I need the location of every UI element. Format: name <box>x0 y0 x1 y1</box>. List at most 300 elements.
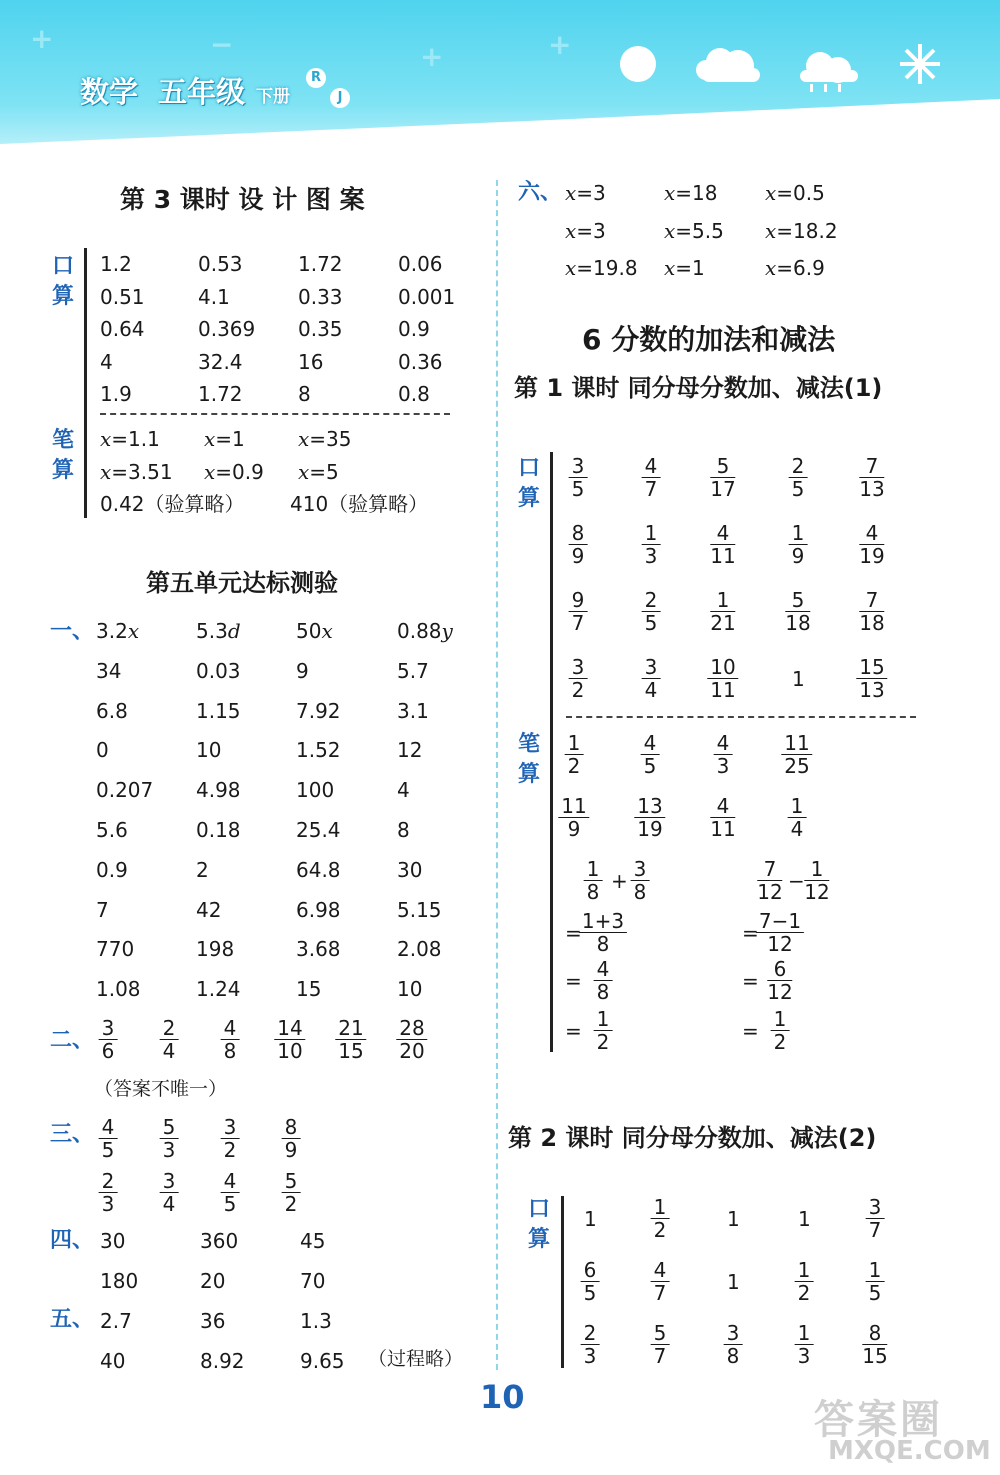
lesson3-title: 第 3 课时 设 计 图 案 <box>120 185 365 214</box>
header-grade: 五年级 <box>158 75 246 109</box>
denominator: 9 <box>567 817 581 841</box>
answer-cell: 0 <box>96 738 109 763</box>
page-number: 10 <box>480 1378 525 1416</box>
numerator: 5 <box>710 455 735 478</box>
numerator: 1 <box>789 522 808 545</box>
denominator: 18 <box>859 611 885 635</box>
numerator: 6 <box>581 1259 600 1282</box>
numerator: 4 <box>714 732 733 755</box>
answer-cell: x=35 <box>298 427 352 451</box>
fraction <box>757 858 782 903</box>
answer-cell: 8 <box>397 818 410 842</box>
section-label-6: 六、 <box>518 180 563 205</box>
denominator: 18 <box>785 611 811 635</box>
denominator: 12 <box>804 880 830 904</box>
denominator: 13 <box>859 477 885 501</box>
answer-cell: 4.98 <box>196 778 241 803</box>
fraction <box>651 1322 670 1367</box>
answer-cell: 410（验算略） <box>290 492 429 516</box>
denominator: 12 <box>757 880 783 904</box>
denominator: 7 <box>868 1218 882 1242</box>
answer-cell: 0.001 <box>398 284 456 309</box>
fraction <box>707 656 738 701</box>
answer-cell: 70 <box>300 1268 326 1293</box>
numerator: 8 <box>569 522 588 545</box>
denominator: 8 <box>586 880 600 904</box>
denominator: 2 <box>653 1218 667 1242</box>
answer-cell: x=1.1 <box>100 427 160 451</box>
answer-cell: 0.207 <box>96 778 154 803</box>
answer-cell: 2.7 <box>100 1309 132 1333</box>
answer-cell: 9.65 <box>300 1348 345 1373</box>
denominator: 3 <box>162 1138 176 1162</box>
numerator: 1+3 <box>579 910 627 933</box>
denominator: 4 <box>162 1039 176 1063</box>
numerator: 15 <box>856 656 887 679</box>
answer-cell: x=19.8 <box>565 256 638 280</box>
numerator: 1 <box>866 1259 885 1282</box>
answer-cell: 20 <box>200 1268 226 1293</box>
answer-cell: 8 <box>298 382 311 406</box>
fraction <box>795 1259 814 1304</box>
answer-cell: 0.51 <box>100 284 145 309</box>
denominator: 4 <box>790 817 804 841</box>
denominator: 3 <box>583 1344 597 1368</box>
edition-badge-j: J <box>330 88 350 108</box>
denominator: 15 <box>338 1039 364 1063</box>
section-label-5: 五、 <box>50 1307 95 1332</box>
denominator: 19 <box>637 817 663 841</box>
answer-cell: 7.92 <box>296 698 341 723</box>
numerator: 3 <box>866 1196 885 1219</box>
denominator: 9 <box>571 544 585 568</box>
denominator: 12 <box>767 980 793 1004</box>
answer-cell: 0.53 <box>198 252 243 276</box>
answer-cell: 0.06 <box>398 252 443 276</box>
answer-cell: 10 <box>397 977 423 1002</box>
answer-cell: 3.1 <box>397 698 429 723</box>
sun-icon <box>620 46 656 82</box>
denominator: 5 <box>868 1281 882 1305</box>
fraction <box>724 1322 743 1367</box>
answer-cell: x=3 <box>565 218 606 243</box>
fraction <box>99 1017 118 1062</box>
numerator: 4 <box>710 795 735 818</box>
answer-cell: 0.36 <box>398 349 443 374</box>
numerator: 5 <box>282 1170 301 1193</box>
answer-cell: 3.2x <box>96 619 140 643</box>
edition-badge-r: R <box>306 68 326 88</box>
denominator: 11 <box>710 817 736 841</box>
answer-cell: 360 <box>200 1229 239 1253</box>
denominator: 2 <box>596 1030 610 1054</box>
answer-cell: 1.15 <box>196 698 241 723</box>
fraction <box>99 1170 118 1215</box>
bisuan-label: 笔算 <box>52 428 75 483</box>
denominator: 8 <box>223 1039 237 1063</box>
denominator: 5 <box>101 1138 115 1162</box>
denominator: 9 <box>284 1138 298 1162</box>
equals-sign: = <box>565 1019 582 1043</box>
answer-cell: 34 <box>96 658 122 683</box>
fraction <box>565 732 584 777</box>
numerator: 2 <box>160 1017 179 1040</box>
answer-cell: 5.3d <box>196 619 241 643</box>
answer-cell: 15 <box>296 977 322 1002</box>
numerator: 3 <box>642 656 661 679</box>
answer-cell: 30 <box>397 857 423 882</box>
answer-cell: 1 <box>584 1207 597 1231</box>
answer-cell: 36 <box>200 1309 226 1333</box>
fraction <box>584 858 603 903</box>
section-label-1: 一、 <box>50 619 95 644</box>
header-subject: 数学 <box>80 75 139 109</box>
fraction <box>859 455 884 500</box>
answer-cell: 4 <box>397 778 410 803</box>
answer-cell: 1.72 <box>298 252 343 276</box>
fraction <box>335 1017 366 1062</box>
denominator: 20 <box>399 1039 425 1063</box>
denominator: 8 <box>726 1344 740 1368</box>
denominator: 2 <box>567 754 581 778</box>
answer-cell: 1.72 <box>198 382 243 406</box>
denominator: 19 <box>859 544 885 568</box>
equals-sign: = <box>565 921 582 945</box>
numerator: 3 <box>569 455 588 478</box>
fraction <box>642 589 661 634</box>
fraction <box>862 1322 887 1367</box>
fraction <box>579 910 627 955</box>
fraction <box>642 455 661 500</box>
denominator: 21 <box>710 611 736 635</box>
answer-cell: 0.8 <box>398 382 430 406</box>
answer-cell: x=5.5 <box>664 218 724 243</box>
operator: − <box>788 869 805 893</box>
numerator: 4 <box>859 522 884 545</box>
fraction <box>569 589 588 634</box>
section-label-4: 四、 <box>50 1228 95 1253</box>
denominator: 3 <box>716 754 730 778</box>
fraction <box>569 656 588 701</box>
answer-bar <box>550 452 553 1052</box>
denominator: 7 <box>653 1344 667 1368</box>
plus-decoration: + <box>420 40 444 73</box>
denominator: 3 <box>101 1192 115 1216</box>
denominator: 4 <box>162 1192 176 1216</box>
fraction <box>788 795 807 840</box>
numerator: 4 <box>594 958 613 981</box>
lesson2-title: 第 2 课时 同分母分数加、减法(2) <box>508 1124 877 1152</box>
numerator: 1 <box>771 1008 790 1031</box>
answer-cell: 0.18 <box>196 818 241 842</box>
numerator: 1 <box>788 795 807 818</box>
numerator: 2 <box>581 1322 600 1345</box>
answer-cell: 7 <box>96 897 109 922</box>
unit5-title: 第五单元达标测验 <box>146 569 338 597</box>
cloud-icon <box>696 48 760 82</box>
numerator: 4 <box>221 1170 240 1193</box>
answer-cell: 100 <box>296 778 335 803</box>
denominator: 11 <box>710 544 736 568</box>
answer-cell: x=3.51 <box>100 460 173 484</box>
numerator: 3 <box>160 1170 179 1193</box>
answer-cell: 0.35 <box>298 317 343 341</box>
numerator: 1 <box>584 858 603 881</box>
dashed-separator <box>566 716 916 718</box>
numerator: 5 <box>785 589 810 612</box>
answer-cell: x=0.9 <box>204 460 264 484</box>
fraction <box>641 732 660 777</box>
fraction <box>99 1116 118 1161</box>
answer-cell: 1.3 <box>300 1309 332 1333</box>
rain-cloud-icon <box>800 52 858 92</box>
fraction <box>558 795 589 840</box>
weather-icons <box>610 40 950 100</box>
denominator: 2 <box>797 1281 811 1305</box>
fraction <box>569 522 588 567</box>
fraction <box>594 958 613 1003</box>
numerator: 6 <box>767 958 792 981</box>
numerator: 2 <box>99 1170 118 1193</box>
denominator: 3 <box>644 544 658 568</box>
numerator: 1 <box>795 1259 814 1282</box>
numerator: 3 <box>724 1322 743 1345</box>
denominator: 2 <box>223 1138 237 1162</box>
column-divider <box>496 180 498 1370</box>
answer-cell: 16 <box>298 349 324 374</box>
equals-sign: = <box>742 969 759 993</box>
answer-cell: 9 <box>296 658 309 683</box>
minus-decoration: − <box>210 28 234 61</box>
denominator: 9 <box>791 544 805 568</box>
bisuan-label: 笔算 <box>518 732 541 787</box>
denominator: 25 <box>784 754 810 778</box>
denominator: 2 <box>571 678 585 702</box>
denominator: 12 <box>767 932 793 956</box>
answer-cell: 50x <box>296 619 333 643</box>
denominator: 5 <box>643 754 657 778</box>
answer-cell: 0.03 <box>196 658 241 683</box>
numerator: 7 <box>859 455 884 478</box>
numerator: 9 <box>569 589 588 612</box>
numerator: 11 <box>558 795 589 818</box>
numerator: 7 <box>757 858 782 881</box>
fraction <box>789 522 808 567</box>
answer-cell: 1 <box>792 667 805 691</box>
answer-cell: 2 <box>196 857 209 882</box>
numerator: 2 <box>642 589 661 612</box>
operator: + <box>611 869 628 893</box>
watermark-logo: 答案圈 <box>814 1397 943 1443</box>
section-label-2: 二、 <box>50 1028 95 1053</box>
answer-cell: 45 <box>300 1229 326 1253</box>
fraction <box>756 910 804 955</box>
answer-cell: 0.64 <box>100 317 145 341</box>
fraction <box>282 1116 301 1161</box>
kousuan-label: 口算 <box>528 1197 551 1252</box>
answer-cell: 6.8 <box>96 698 128 723</box>
denominator: 11 <box>710 678 736 702</box>
fraction <box>274 1017 305 1062</box>
answer-cell: 42 <box>196 897 222 922</box>
numerator: 7−1 <box>756 910 804 933</box>
numerator: 3 <box>631 858 650 881</box>
fraction <box>771 1008 790 1053</box>
denominator: 15 <box>862 1344 888 1368</box>
answer-cell: 4.1 <box>198 284 230 309</box>
answer-cell: 0.33 <box>298 284 343 309</box>
kousuan-label: 口算 <box>518 456 541 511</box>
fraction <box>221 1170 240 1215</box>
answer-cell: 1.24 <box>196 977 241 1002</box>
numerator: 14 <box>274 1017 305 1040</box>
numerator: 1 <box>710 589 735 612</box>
fraction <box>221 1116 240 1161</box>
section5-note: （过程略） <box>368 1348 464 1370</box>
answer-cell: 0.9 <box>96 857 128 882</box>
equals-sign: = <box>742 1019 759 1043</box>
fraction <box>710 455 735 500</box>
fraction <box>396 1017 427 1062</box>
answer-cell: 2.08 <box>397 937 442 962</box>
numerator: 1 <box>795 1322 814 1345</box>
answer-cell: x=18 <box>664 181 718 205</box>
answer-cell: x=18.2 <box>765 218 838 243</box>
watermark-url: MXQE.COM <box>828 1436 991 1466</box>
numerator: 1 <box>651 1196 670 1219</box>
answer-cell: 6.98 <box>296 897 341 922</box>
fraction <box>651 1196 670 1241</box>
numerator: 5 <box>160 1116 179 1139</box>
numerator: 8 <box>282 1116 301 1139</box>
denominator: 7 <box>644 477 658 501</box>
answer-cell: x=1 <box>204 427 245 451</box>
answer-cell: 0.88y <box>397 619 453 643</box>
answer-cell: 40 <box>100 1348 126 1373</box>
numerator: 2 <box>789 455 808 478</box>
numerator: 4 <box>642 455 661 478</box>
fraction <box>160 1170 179 1215</box>
equals-sign: = <box>565 969 582 993</box>
answer-cell: 5.15 <box>397 897 442 922</box>
answer-cell: 198 <box>196 937 235 962</box>
denominator: 2 <box>284 1192 298 1216</box>
numerator: 4 <box>221 1017 240 1040</box>
fraction <box>714 732 733 777</box>
answer-cell: 32.4 <box>198 349 243 374</box>
denominator: 13 <box>859 678 885 702</box>
numerator: 1 <box>565 732 584 755</box>
denominator: 5 <box>571 477 585 501</box>
numerator: 11 <box>781 732 812 755</box>
answer-cell: 0.9 <box>398 317 430 341</box>
section2-note: （答案不唯一） <box>94 1078 228 1100</box>
answer-cell: 30 <box>100 1229 126 1253</box>
fraction <box>710 795 735 840</box>
denominator: 5 <box>644 611 658 635</box>
numerator: 4 <box>710 522 735 545</box>
numerator: 1 <box>642 522 661 545</box>
answer-cell: 4 <box>100 349 113 374</box>
numerator: 3 <box>99 1017 118 1040</box>
numerator: 8 <box>862 1322 887 1345</box>
fraction <box>160 1017 179 1062</box>
answer-cell: 1 <box>727 1207 740 1231</box>
numerator: 3 <box>569 656 588 679</box>
denominator: 5 <box>223 1192 237 1216</box>
fraction <box>569 455 588 500</box>
fraction <box>859 522 884 567</box>
answer-cell: 180 <box>100 1268 139 1293</box>
fraction <box>581 1259 600 1304</box>
answer-cell: x=5 <box>298 460 339 484</box>
fraction <box>859 589 884 634</box>
denominator: 2 <box>773 1030 787 1054</box>
numerator: 1 <box>804 858 829 881</box>
answer-cell: 10 <box>196 738 222 763</box>
denominator: 5 <box>791 477 805 501</box>
fraction <box>781 732 812 777</box>
numerator: 5 <box>651 1322 670 1345</box>
answer-cell: x=0.5 <box>765 181 825 205</box>
answer-cell: 25.4 <box>296 818 341 842</box>
answer-cell: x=3 <box>565 181 606 205</box>
numerator: 1 <box>594 1008 613 1031</box>
fraction <box>710 589 735 634</box>
answer-cell: 5.7 <box>397 658 429 683</box>
section-label-3: 三、 <box>50 1122 95 1147</box>
numerator: 21 <box>335 1017 366 1040</box>
answer-cell: 12 <box>397 738 423 763</box>
fraction <box>642 656 661 701</box>
fraction <box>785 589 810 634</box>
denominator: 17 <box>710 477 736 501</box>
answer-cell: x=6.9 <box>765 256 825 280</box>
answer-cell: 0.42（验算略） <box>100 492 245 516</box>
snowflake-icon <box>900 44 940 84</box>
answer-cell: 0.369 <box>198 317 256 341</box>
fraction <box>804 858 829 903</box>
denominator: 6 <box>101 1039 115 1063</box>
answer-cell: 1.2 <box>100 252 132 276</box>
fraction <box>795 1322 814 1367</box>
fraction <box>221 1017 240 1062</box>
lesson1-title: 第 1 课时 同分母分数加、减法(1) <box>514 374 883 402</box>
chapter-title: 6 分数的加法和减法 <box>582 323 836 356</box>
answer-cell: 8.92 <box>200 1348 245 1373</box>
kousuan-label: 口算 <box>52 254 75 309</box>
equals-sign: = <box>742 921 759 945</box>
numerator: 3 <box>221 1116 240 1139</box>
plus-decoration: + <box>548 28 572 61</box>
numerator: 4 <box>641 732 660 755</box>
fraction <box>856 656 887 701</box>
plus-decoration: + <box>30 22 54 55</box>
answer-cell: 1 <box>798 1207 811 1231</box>
numerator: 13 <box>634 795 665 818</box>
denominator: 4 <box>644 678 658 702</box>
fraction <box>581 1322 600 1367</box>
denominator: 8 <box>596 932 610 956</box>
dashed-separator <box>100 413 450 415</box>
denominator: 7 <box>653 1281 667 1305</box>
header-volume: 下册 <box>256 87 290 107</box>
fraction <box>160 1116 179 1161</box>
answer-cell: x=1 <box>664 256 705 280</box>
numerator: 28 <box>396 1017 427 1040</box>
numerator: 4 <box>651 1259 670 1282</box>
fraction <box>631 858 650 903</box>
